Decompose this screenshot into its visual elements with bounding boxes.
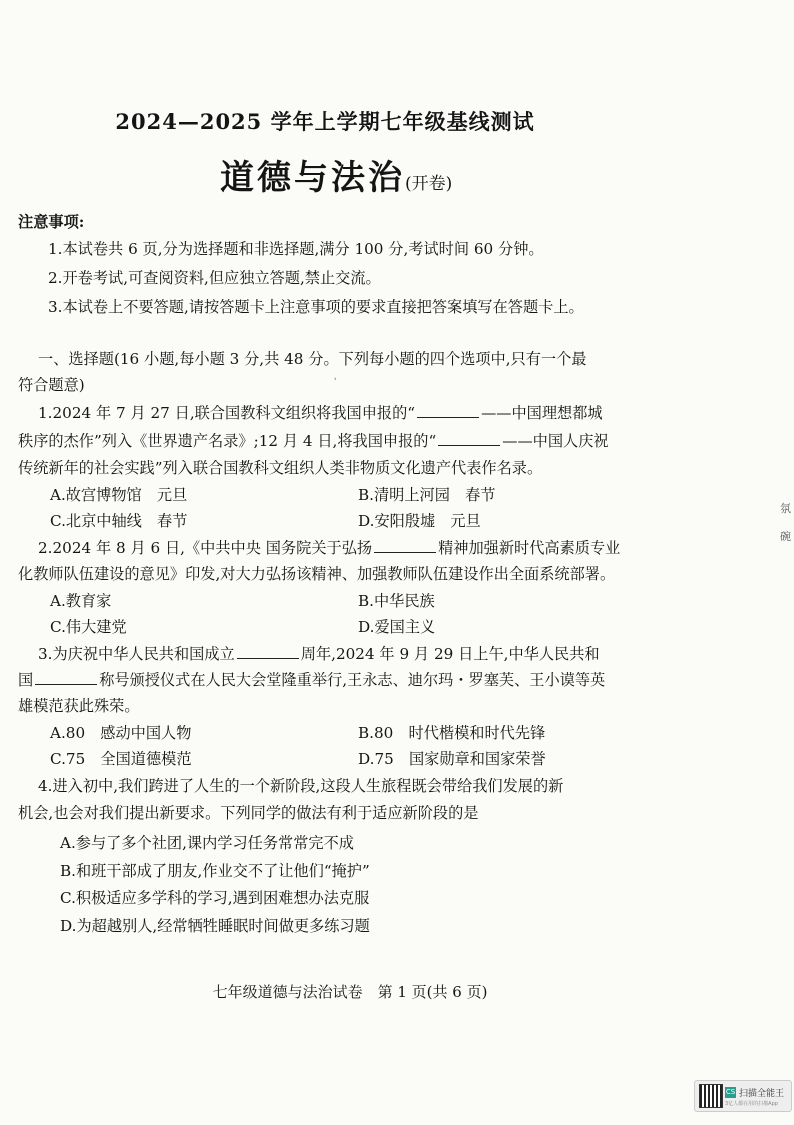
section-heading-line1: 一、选择题(16 小题,每小题 3 分,共 48 分。下列每小题的四个选项中,只有一个最 <box>38 350 587 368</box>
notice-heading: 注意事项: <box>18 213 85 231</box>
exam-title: 2024—2025 学年上学期七年级基线测试 <box>115 109 535 134</box>
q3-line2 <box>18 667 605 693</box>
q1-line2-b: ——中国人庆祝 <box>502 432 609 450</box>
subject-name: 道德与法治 <box>220 158 405 198</box>
q3-option-c: C.75 全国道德模范 <box>50 750 192 768</box>
q4-line1: 4.进入初中,我们跨进了人生的一个新阶段,这段人生旅程既会带给我们发展的新 <box>38 777 564 795</box>
q3-blank-1 <box>237 644 299 659</box>
q1-option-b: B.清明上河园 春节 <box>358 486 496 504</box>
scan-badge-tagline: 3亿人都在用的扫描App <box>725 1101 778 1107</box>
q2-blank <box>374 538 436 553</box>
scan-badge <box>694 1080 792 1112</box>
q2-option-d: D.爱国主义 <box>358 618 436 636</box>
notice-item-3: 3.本试卷上不要答题,请按答题卡上注意事项的要求直接把答案填写在答题卡上。 <box>48 298 584 316</box>
notice-item-1: 1.本试卷共 6 页,分为选择题和非选择题,满分 100 分,考试时间 60 分钟。 <box>48 240 544 258</box>
q4-option-b: B.和班干部成了朋友,作业交不了让他们“掩护” <box>60 862 370 880</box>
subject-note: (开卷) <box>405 174 453 194</box>
q4-line2: 机会,也会对我们提出新要求。下列同学的做法有利于适应新阶段的是 <box>18 804 479 822</box>
q1-blank-1 <box>417 403 479 418</box>
q2-option-b: B.中华民族 <box>358 592 435 610</box>
q1-option-a: A.故宫博物馆 元旦 <box>50 486 188 504</box>
q1-blank-2 <box>438 431 500 446</box>
stray-mark: ʾ <box>334 377 338 388</box>
q3-line1 <box>38 641 600 667</box>
side-mark-1: 氛 <box>780 502 791 515</box>
q1-line2 <box>18 428 609 454</box>
q2-line1 <box>38 535 620 561</box>
q2-line2: 化教师队伍建设的意见》印发,对大力弘扬该精神、加强教师队伍建设作出全面系统部署。 <box>18 565 616 583</box>
side-mark-2: 碗 <box>780 530 791 543</box>
q1-line1-b: ——中国理想都城 <box>481 404 603 422</box>
q2-line1-a: 2.2024 年 8 月 6 日,《中共中央 国务院关于弘扬 <box>38 539 373 557</box>
qr-code-icon <box>699 1084 723 1108</box>
q1-line1-a: 1.2024 年 7 月 27 日,联合国教科文组织将我国申报的“ <box>38 404 416 422</box>
q3-line1-b: 周年,2024 年 9 月 29 日上午,中华人民共和 <box>300 645 600 663</box>
q1-line2-a: 秩序的杰作”列入《世界遗产名录》;12 月 4 日,将我国申报的“ <box>18 432 437 450</box>
subject-title <box>220 150 452 199</box>
q4-option-d: D.为超越别人,经常牺牲睡眠时间做更多练习题 <box>60 917 370 935</box>
section-heading-line2: 符合题意) <box>18 376 85 394</box>
q3-line2-a: 国 <box>18 671 34 689</box>
q4-option-c: C.积极适应多学科的学习,遇到困难想办法克服 <box>60 889 370 907</box>
q1-line1 <box>38 400 603 426</box>
q2-option-a: A.教育家 <box>50 592 112 610</box>
page-footer: 七年级道德与法治试卷 第 1 页(共 6 页) <box>212 983 488 1001</box>
q3-line3: 雄模范获此殊荣。 <box>18 697 140 715</box>
camscanner-icon: CS <box>725 1088 736 1096</box>
notice-item-2: 2.开卷考试,可查阅资料,但应独立答题,禁止交流。 <box>48 269 381 287</box>
q3-option-a: A.80 感动中国人物 <box>50 724 192 742</box>
q3-option-d: D.75 国家勋章和国家荣誉 <box>358 750 546 768</box>
q3-line2-b: 称号颁授仪式在人民大会堂隆重举行,王永志、迪尔玛・罗塞芙、王小谟等英 <box>99 671 606 689</box>
q3-option-b: B.80 时代楷模和时代先锋 <box>358 724 546 742</box>
q3-blank-2 <box>35 670 97 685</box>
q2-line1-b: 精神加强新时代高素质专业 <box>438 539 621 557</box>
scan-badge-label: 扫描全能王 <box>739 1089 785 1099</box>
q1-option-d: D.安阳殷墟 元旦 <box>358 512 481 530</box>
q2-option-c: C.伟大建党 <box>50 618 127 636</box>
q1-line3: 传统新年的社会实践”列入联合国教科文组织人类非物质文化遗产代表作名录。 <box>18 459 543 477</box>
q1-option-c: C.北京中轴线 春节 <box>50 512 188 530</box>
q3-line1-a: 3.为庆祝中华人民共和国成立 <box>38 645 235 663</box>
q4-option-a: A.参与了多个社团,课内学习任务常常完不成 <box>60 834 354 852</box>
